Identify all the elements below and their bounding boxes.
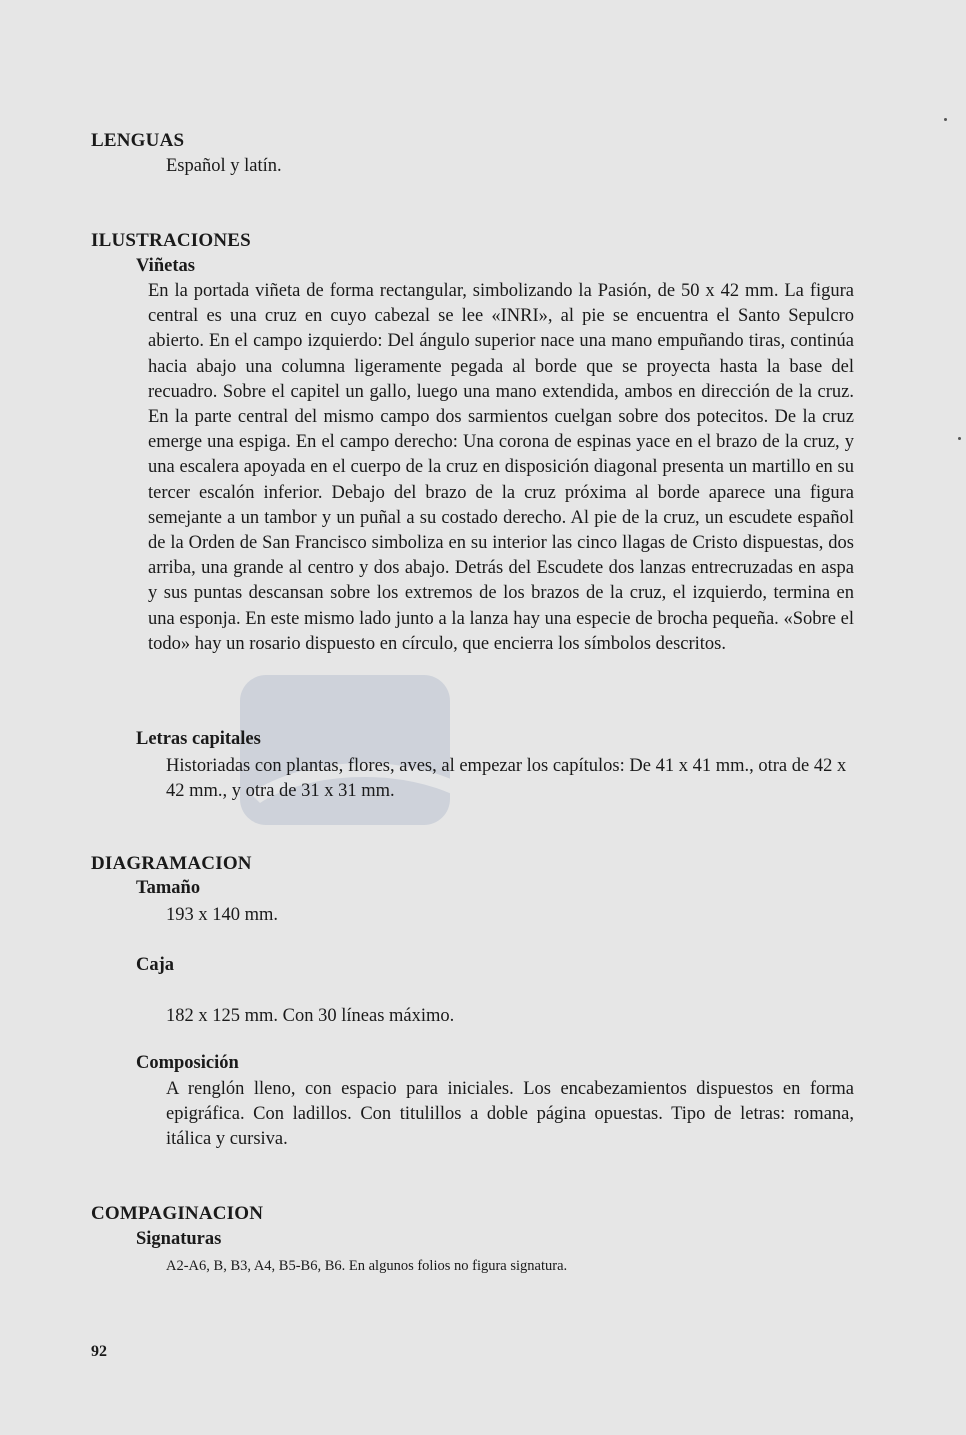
- tamano-text: 193 x 140 mm.: [166, 905, 279, 925]
- section-heading-ilustraciones: ILUSTRACIONES: [91, 230, 251, 251]
- subheading-letras-capitales: Letras capitales: [136, 729, 261, 749]
- section-heading-compaginacion: COMPAGINACION: [91, 1203, 264, 1224]
- section-heading-diagramacion: DIAGRAMACION: [91, 853, 252, 874]
- signaturas-text: A2-A6, B, B3, A4, B5-B6, B6. En algunos folios no figura signatura.: [166, 1258, 568, 1274]
- subheading-tamano: Tamaño: [136, 878, 201, 898]
- letras-capitales-text: Historiadas con plantas, flores, aves, al empezar los capítulos: De 41 x 41 mm., otra de 42 x 42 mm., y otra de 31 x 31 mm.: [166, 756, 847, 802]
- subheading-vinetas: Viñetas: [136, 256, 195, 276]
- scan-speck: [958, 437, 961, 440]
- vinetas-text: En la portada viñeta de forma rectangular, simbolizando la Pasión, de 50 x 42 mm. La figura central es una cruz en cuyo cabezal se lee «INRI», al pie se encuentra el Santo Sepulcro abierto. En el campo izquierdo: Del ángulo superior nace una mano empuñando tiras, continúa hacia abajo una columna ligeramente pegada al borde que se proyecta hasta la base del recuadro. Sobre el capitel un gallo, luego una mano extendida, ambos en dirección de la cruz. En la parte central del mismo campo dos sarmientos cuelgan sobre dos potecitos. De la cruz emerge una espiga. En el campo derecho: Una corona de espinas yace en el brazo de la cruz, y una escalera apoyada en el cuerpo de la cruz en disposición diagonal presenta un martillo en su tercer escalón inferior. Debajo del brazo de la cruz próxima al borde aparece una figura semejante a un tambor y un puñal a su costado derecho. Al pie de la cruz, un escudete español de la Orden de San Francisco simboliza en su interior las cinco llagas de Cristo dispuestas, dos arriba, una grande al centro y dos abajo. Detrás del Escudete dos lanzas entrecruzadas en aspa y sus puntas descansan sobre los extremos de los brazos de la cruz, el izquierdo, termina en una esponja. En este mismo lado junto a la lanza hay una especie de brocha pequeña. «Sobre el todo» hay un rosario dispuesto en círculo, que encierra los símbolos descritos.: [148, 281, 854, 654]
- composicion-text: A renglón lleno, con espacio para iniciales. Los encabezamientos dispuestos en forma epigráfica. Con ladillos. Con titulillos a doble página opuestas. Tipo de letras: romana, itálica y cursiva.: [166, 1079, 854, 1150]
- subheading-caja: Caja: [136, 955, 175, 975]
- lenguas-text: Español y latín.: [166, 156, 282, 176]
- section-heading-lenguas: LENGUAS: [91, 130, 185, 151]
- subheading-composicion: Composición: [136, 1053, 239, 1073]
- scan-speck: [944, 118, 947, 121]
- page-number: 92: [91, 1343, 107, 1360]
- caja-text: 182 x 125 mm. Con 30 líneas máximo.: [166, 1006, 455, 1026]
- subheading-signaturas: Signaturas: [136, 1229, 222, 1249]
